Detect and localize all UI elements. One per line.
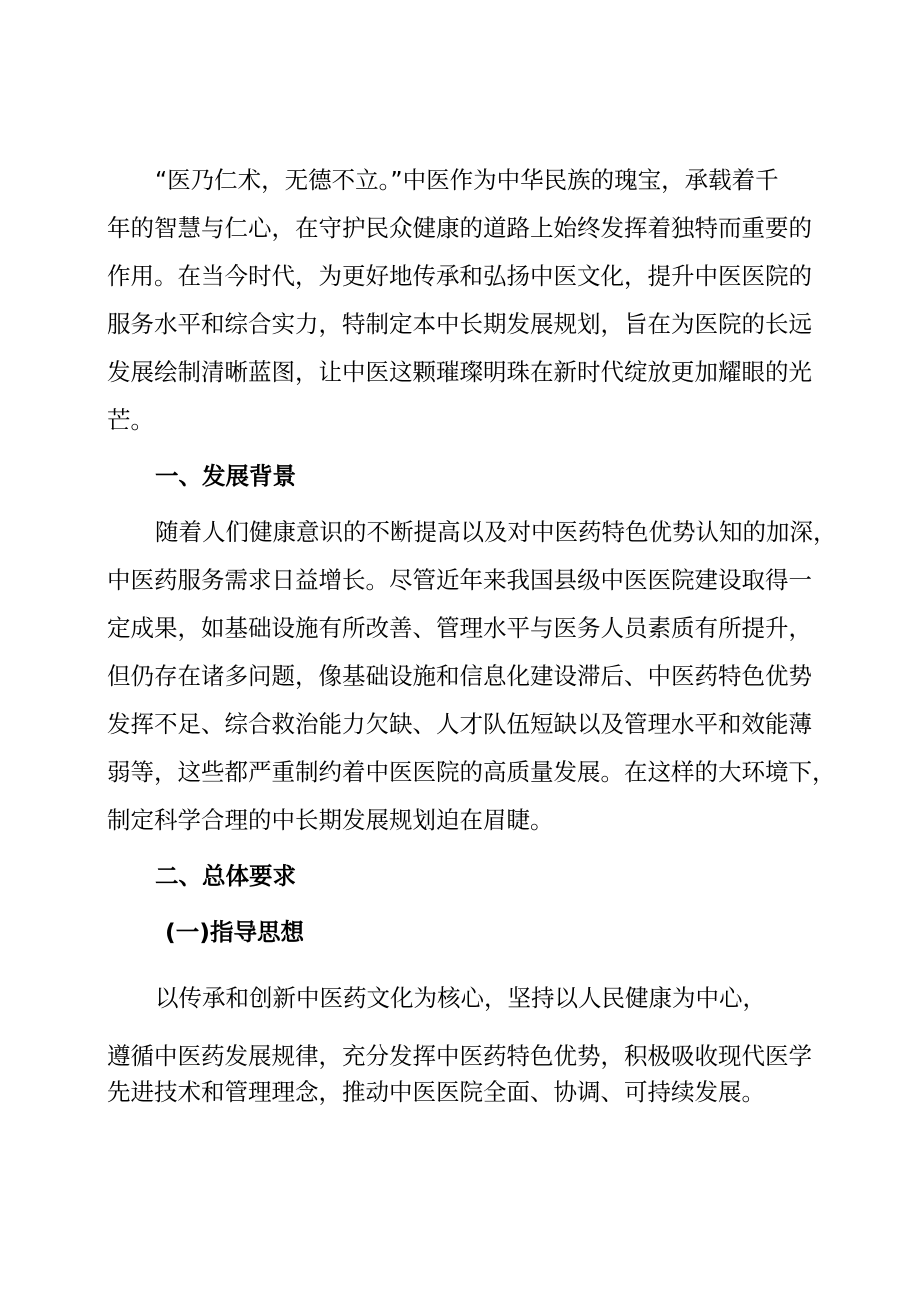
section1-line-1: 随着人们健康意识的不断提高以及对中医药特色优势认知的加深，: [155, 518, 837, 546]
intro-line-1: “医乃仁术，无德不立。”中医作为中华民族的瑰宝，承载着千: [155, 166, 779, 194]
section2-heading: 二、总体要求: [155, 862, 296, 890]
section2-sub1-line-1: 以传承和创新中医药文化为核心，坚持以人民健康为中心，: [155, 984, 766, 1012]
section2-sub1-heading: (一)指导思想: [165, 918, 304, 946]
section1-heading: 一、发展背景: [155, 462, 296, 490]
intro-line-3: 作用。在当今时代，为更好地传承和弘扬中医文化，提升中医医院的: [107, 262, 812, 290]
intro-line-5: 发展绘制清晰蓝图，让中医这颗璀璨明珠在新时代绽放更加耀眼的光: [107, 358, 812, 386]
section1-line-4: 但仍存在诸多问题，像基础设施和信息化建设滞后、中医药特色优势: [107, 662, 812, 690]
section1-line-6: 弱等，这些都严重制约着中医医院的高质量发展。在这样的大环境下，: [107, 758, 836, 786]
section1-line-2: 中医药服务需求日益增长。尽管近年来我国县级中医医院建设取得一: [107, 566, 812, 594]
section1-line-5: 发挥不足、综合救治能力欠缺、人才队伍短缺以及管理水平和效能薄: [107, 710, 812, 738]
section2-sub1-line-3: 先进技术和管理理念，推动中医医院全面、协调、可持续发展。: [107, 1078, 765, 1106]
section2-sub1-line-2: 遵循中医药发展规律，充分发挥中医药特色优势，积极吸收现代医学: [107, 1042, 812, 1070]
intro-line-4: 服务水平和综合实力，特制定本中长期发展规划，旨在为医院的长远: [107, 310, 812, 338]
intro-line-2: 年的智慧与仁心，在守护民众健康的道路上始终发挥着独特而重要的: [107, 214, 812, 242]
intro-line-6: 芒。: [107, 406, 154, 434]
section1-line-7: 制定科学合理的中长期发展规划迫在眉睫。: [107, 806, 554, 834]
section1-line-3: 定成果，如基础设施有所改善、管理水平与医务人员素质有所提升，: [107, 614, 812, 642]
